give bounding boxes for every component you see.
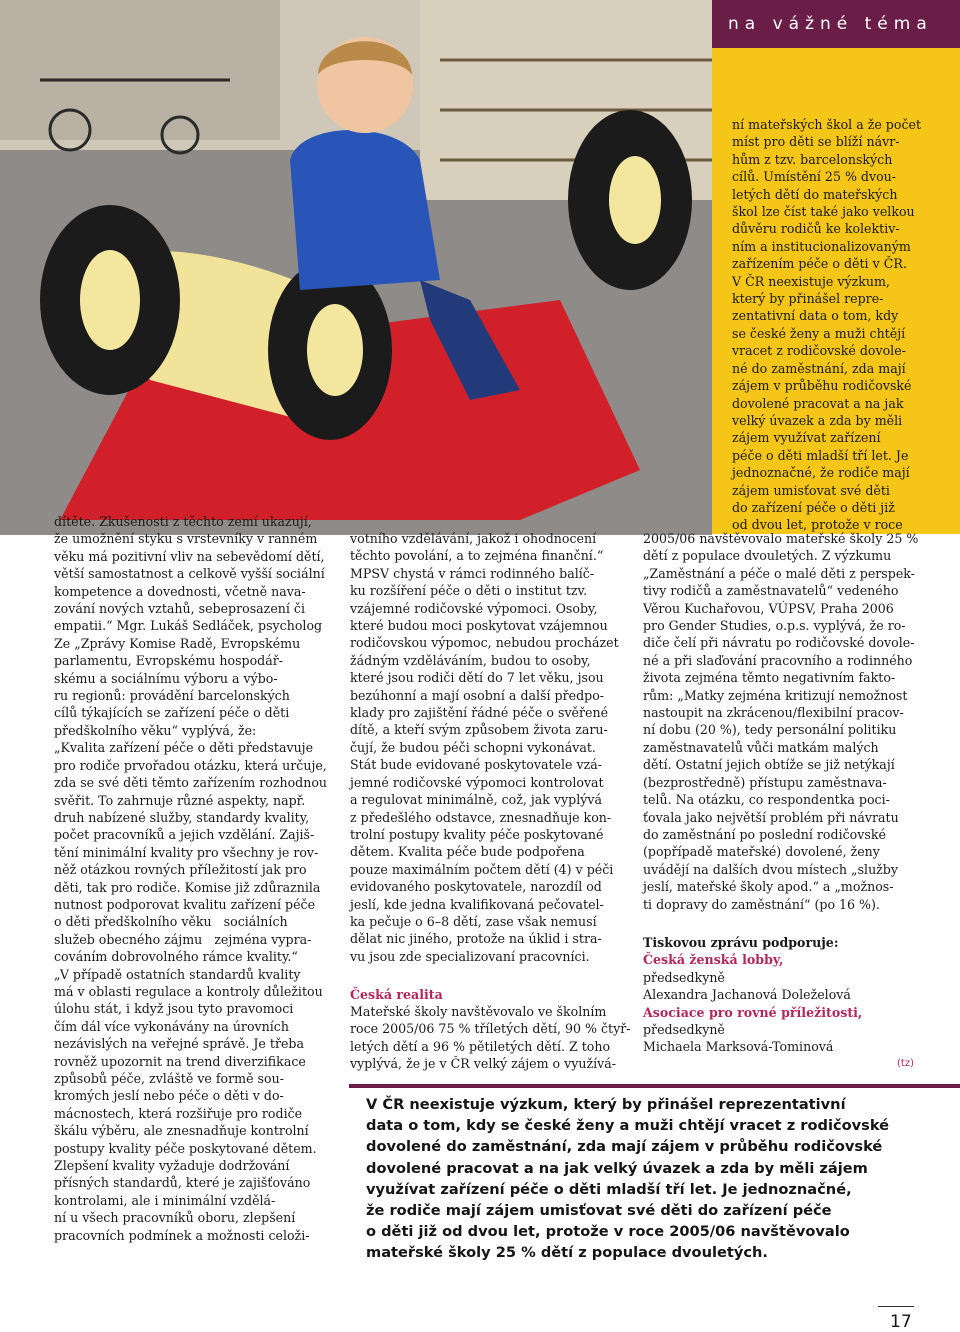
organization-1: Česká ženská lobby, <box>643 952 784 968</box>
section-heading-czech-reality: Česká realita <box>350 987 443 1002</box>
text-line: zaměstnavatelů vůči matkám malých <box>643 739 879 755</box>
text-line: zařízením péče o děti v ČR. <box>732 256 907 272</box>
text-line: ku rozšíření péče o děti o institut tzv. <box>350 583 588 599</box>
text-line: pro Gender Studies, o.p.s. vyplývá, že ro- <box>643 618 906 634</box>
text-line: né a při slaďování pracovního a rodinného <box>643 652 913 668</box>
text-line: pouze maximálním počtem dětí (4) v péči <box>350 861 614 877</box>
text-line: do zaměstnání po poslední rodičovské <box>643 826 886 842</box>
text-line: dělat nic jiného, protože na úklid i stra- <box>350 931 602 947</box>
pull-quote-line: dovolené pracovat a na jak velký úvazek a zda by měli zájem <box>366 1159 868 1177</box>
text-line: empatii.“ Mgr. Lukáš Sedláček, psycholog <box>54 618 323 634</box>
text-line: bezúhonní a mají osobní a další předpo- <box>350 687 605 703</box>
text-line: z předešlého odstavce, znesnadňuje kon- <box>350 809 612 825</box>
text-line: že umožnění styku s vrstevníky v ranném <box>54 531 318 547</box>
text-line: Ze „Zprávy Komise Radě, Evropskému <box>54 635 301 651</box>
text-line: míst pro děti se blíží návr- <box>732 134 900 150</box>
text-line: vzájemné rodičovské výpomoci. Osoby, <box>350 600 598 616</box>
text-line: dětí z populace dvouletých. Z výzkumu <box>643 548 892 564</box>
text-line: který by přinášel repre- <box>732 291 884 307</box>
pull-quote <box>366 1094 889 1264</box>
photo-illustration <box>0 0 712 535</box>
text-line: kontrolami, ale i minimální vzdělá- <box>54 1192 276 1208</box>
text-line: služeb obecného zájmu zejména vypra- <box>54 931 312 947</box>
pull-quote-line: o děti již od dvou let, protože v roce 2005/06 navštěvovalo <box>366 1223 850 1241</box>
text-line: „V případě ostatních standardů kvality <box>54 966 301 982</box>
text-line: tivy rodičů a zaměstnavatelů“ vedeného <box>643 583 899 599</box>
text-line: rům: „Matky zejména kritizují nemožnost <box>643 687 908 703</box>
text-line: jemné rodičovské výpomoci kontrolovat <box>350 774 604 790</box>
text-line: kompetence a dovednosti, včetně nava- <box>54 583 306 599</box>
child-on-toy-car-photo <box>0 0 712 535</box>
text-line: nezávislých na veřejné správě. Je třeba <box>54 1036 304 1052</box>
text-line: čují, že budou péči schopni vykonávat. <box>350 739 596 755</box>
text-line: nutnost podporovat kvalitu zařízení péče <box>54 896 316 912</box>
text-line: přísných standardů, které je zajišťováno <box>54 1175 311 1191</box>
text-line: ťovala jako největší problém při návratu <box>643 809 899 825</box>
article-column-3-bottom <box>643 530 918 913</box>
text-line: jeslí, mateřské školy apod.“ a „možnos- <box>643 879 894 895</box>
text-line: které budou moci poskytovat vzájemnou <box>350 618 608 634</box>
press-release-credits <box>643 934 862 1056</box>
page-number-rule <box>878 1306 914 1307</box>
text-line: dítěte. Zkušenosti z těchto zemí ukazují, <box>54 514 312 529</box>
text-line: Zlepšení kvality vyžaduje dodržování <box>54 1158 290 1174</box>
text-line: jeslí, kde jedna kvalifikovaná pečovatel- <box>350 896 604 912</box>
text-line: Mateřské školy navštěvovalo ve školním <box>350 1004 607 1019</box>
text-line: diče čelí při návratu po rodičovské dovole- <box>643 635 915 651</box>
text-line: rodičovskou výpomoc, nebudou procházet <box>350 635 619 651</box>
text-line: tění minimální kvality pro všechny je rov- <box>54 844 319 860</box>
article-column-1 <box>54 513 327 1244</box>
text-line: rovněž upozornit na trend diverzifikace <box>54 1053 306 1069</box>
text-line: důvěru rodičů ke kolektiv- <box>732 221 900 237</box>
text-line: od dvou let, protože v roce <box>732 517 903 533</box>
text-line: né do zaměstnání, zda mají <box>732 360 906 376</box>
text-line: hům z tzv. barcelonských <box>732 151 893 167</box>
person-1: Alexandra Jachanová Doleželová <box>643 987 851 1003</box>
pull-quote-line: mateřské školy 25 % dětí z populace dvouletých. <box>366 1244 768 1262</box>
text-line: ní mateřských škol a že počet <box>732 117 922 132</box>
text-line: nastoupit na zkrácenou/flexibilní pracov- <box>643 705 904 721</box>
text-line: jednoznačné, že rodiče mají <box>732 465 910 481</box>
pull-quote-line: V ČR neexistuje výzkum, který by přinášel reprezentativní <box>366 1096 846 1113</box>
text-line: ti dopravy do zaměstnání“ (po 16 %). <box>643 896 880 912</box>
text-line: roce 2005/06 75 % tříletých dětí, 90 % čtyř- <box>350 1021 631 1037</box>
text-line: do zařízení péče o děti již <box>732 499 895 515</box>
role-2: předsedkyně <box>643 1022 725 1038</box>
pull-quote-line: dovolené do zaměstnání, zda mají zájem v průběhu rodičovské <box>366 1138 883 1156</box>
pull-quote-line: že rodiče mají zájem umisťovat své děti do zařízení péče <box>366 1202 832 1220</box>
text-line: parlamentu, Evropskému hospodář- <box>54 653 284 669</box>
text-line: MPSV chystá v rámci rodinného balíč- <box>350 565 595 581</box>
text-line: ru regionů: provádění barcelonských <box>54 688 290 704</box>
text-line: děti, tak pro rodiče. Komise již zdůraznila <box>54 879 321 895</box>
text-line: „Kvalita zařízení péče o děti představuje <box>54 740 314 756</box>
text-line: cílů týkajících se zařízení péče o děti <box>54 705 290 721</box>
section-header-bar <box>712 0 960 48</box>
page-number: 17 <box>890 1312 912 1332</box>
article-column-3-top <box>732 116 921 534</box>
text-line: vu jsou zde specializovaní pracovníci. <box>350 948 590 964</box>
text-line: úlohu stát, i když jsou tyto pravomoci <box>54 1001 294 1017</box>
credits-heading: Tiskovou zprávu podporuje: <box>643 935 839 950</box>
text-line: zda se své děti těmto zařízením rozhodnou <box>54 775 328 791</box>
text-line: cílů. Umístění 25 % dvou- <box>732 169 897 185</box>
section-label: na vážné téma <box>728 14 933 34</box>
person-2: Michaela Marksová-Tominová <box>643 1039 834 1055</box>
text-line: ním a institucionalizovaným <box>732 238 911 254</box>
text-line: těchto povolání, a to zejména finanční.“ <box>350 548 604 564</box>
text-line: mácnostech, která rozšiřuje pro rodiče <box>54 1105 303 1121</box>
text-line: kromých jeslí nebo péče o děti v do- <box>54 1088 284 1104</box>
text-line: způsobů péče, zvláště ve formě sou- <box>54 1071 284 1086</box>
text-line: 2005/06 navštěvovalo mateřské školy 25 % <box>643 531 919 546</box>
text-line: (popřípadě mateřské) dovolené, ženy <box>643 844 880 860</box>
text-line: škol lze číst také jako velkou <box>732 204 915 220</box>
text-line: uvádějí na dalších dvou místech „služby <box>643 861 898 877</box>
text-line: skému a sociálnímu výboru a výbo- <box>54 670 278 686</box>
text-line: zájem využívat zařízení <box>732 430 881 446</box>
organization-2: Asociace pro rovné příležitosti, <box>643 1004 863 1020</box>
text-line: votního vzdělávání, jakož i ohodnocení <box>350 531 597 546</box>
text-line: ka pečuje o 6–8 dětí, zase však nemusí <box>350 913 597 929</box>
text-line: „Zaměstnání a péče o malé děti z perspek- <box>643 565 915 581</box>
text-line: ní dobu (20 %), tedy personální politiku <box>643 722 897 738</box>
text-line: věku má pozitivní vliv na sebevědomí dětí, <box>54 548 325 564</box>
pull-quote-line: data o tom, kdy se české ženy a muži chtějí vracet z rodičovské <box>366 1117 890 1135</box>
text-line: velký úvazek a zda by měli <box>732 412 903 428</box>
text-line: letých dětí do mateřských <box>732 186 898 202</box>
text-line: škálu výběru, ale znesnadňuje kontrolní <box>54 1123 309 1139</box>
text-line: něž otázkou rovných příležitostí jak pro <box>54 862 307 878</box>
text-line: trolní postupy kvality péče poskytované <box>350 826 604 842</box>
text-line: dětem. Kvalita péče bude podpořena <box>350 844 585 860</box>
text-line: pro rodiče prvořadou otázku, která určuje, <box>54 757 327 773</box>
text-line: Věrou Kuchařovou, VÚPSV, Praha 2006 <box>643 600 894 616</box>
text-line: Stát bude evidované poskytovatele vzá- <box>350 757 603 773</box>
article-column-2 <box>350 530 619 965</box>
text-line: telů. Na otázku, co respondentka poci- <box>643 792 890 808</box>
text-line: svěřit. To zahrnuje různé aspekty, např. <box>54 792 306 808</box>
pull-quote-line: využívat zařízení péče o děti mladší tří let. Je jednoznačné, <box>366 1180 852 1198</box>
text-line: počet pracovníků a jejich vzdělání. Zajiš- <box>54 827 315 843</box>
author-signature: (tz) <box>897 1058 914 1069</box>
text-line: dovolené pracovat a na jak <box>732 395 904 411</box>
text-line: dětí. Ostatní jejich obtíže se již netýkají <box>643 757 895 773</box>
text-line: péče o děti mladší tří let. Je <box>732 447 909 463</box>
text-line: předškolního věku“ vyplývá, že: <box>54 722 257 738</box>
text-line: zájem umisťovat své děti <box>732 482 890 498</box>
text-line: čím dál více vykonávány na úrovních <box>54 1018 289 1034</box>
text-line: zájem v průběhu rodičovské <box>732 378 912 394</box>
text-line: má v oblasti regulace a kontroly důležitou <box>54 983 323 999</box>
text-line: (bezprostředně) přístupu zaměstnava- <box>643 774 887 790</box>
text-line: ní u všech pracovníků oboru, zlepšení <box>54 1210 296 1226</box>
text-line: evidovaného poskytovatele, narozdíl od <box>350 879 602 895</box>
text-line: zování nových vztahů, sebeprosazení či <box>54 601 305 617</box>
text-line: dítě, a kteří svým způsobem života zaru- <box>350 722 608 738</box>
text-line: postupy kvality péče poskytované dětem. <box>54 1140 317 1156</box>
text-line: pracovních podmínek a možnosti celoži- <box>54 1227 310 1243</box>
text-line: žádným vzděláváním, budou to osoby, <box>350 652 591 668</box>
text-line: letých dětí a 96 % pětiletých dětí. Z toho <box>350 1038 611 1054</box>
role-1: předsedkyně <box>643 969 725 985</box>
text-line: se české ženy a muži chtějí <box>732 325 906 341</box>
text-line: a regulovat minimálně, což, jak vyplývá <box>350 792 602 808</box>
text-line: zentativní data o tom, kdy <box>732 308 899 324</box>
pull-quote-rule <box>349 1084 960 1088</box>
text-line: V ČR neexistuje výzkum, <box>732 273 890 289</box>
text-line: o děti předškolního věku sociálních <box>54 914 288 930</box>
text-line: druh nabízené služby, standardy kvality, <box>54 809 310 825</box>
text-line: vracet z rodičovské dovole- <box>732 343 906 359</box>
text-line: vyplývá, že je v ČR velký zájem o využívá- <box>350 1056 617 1072</box>
text-line: cováním dobrovolného rámce kvality.“ <box>54 949 298 965</box>
text-line: života zejména těmto negativním fakto- <box>643 670 896 686</box>
text-line: větší samostatnost a celkově vyšší sociální <box>54 566 325 582</box>
text-line: klady pro zajištění řádné péče o svěřené <box>350 705 609 721</box>
article-column-2-continued <box>350 1003 630 1073</box>
text-line: které jsou rodiči dětí do 7 let věku, jsou <box>350 670 604 686</box>
